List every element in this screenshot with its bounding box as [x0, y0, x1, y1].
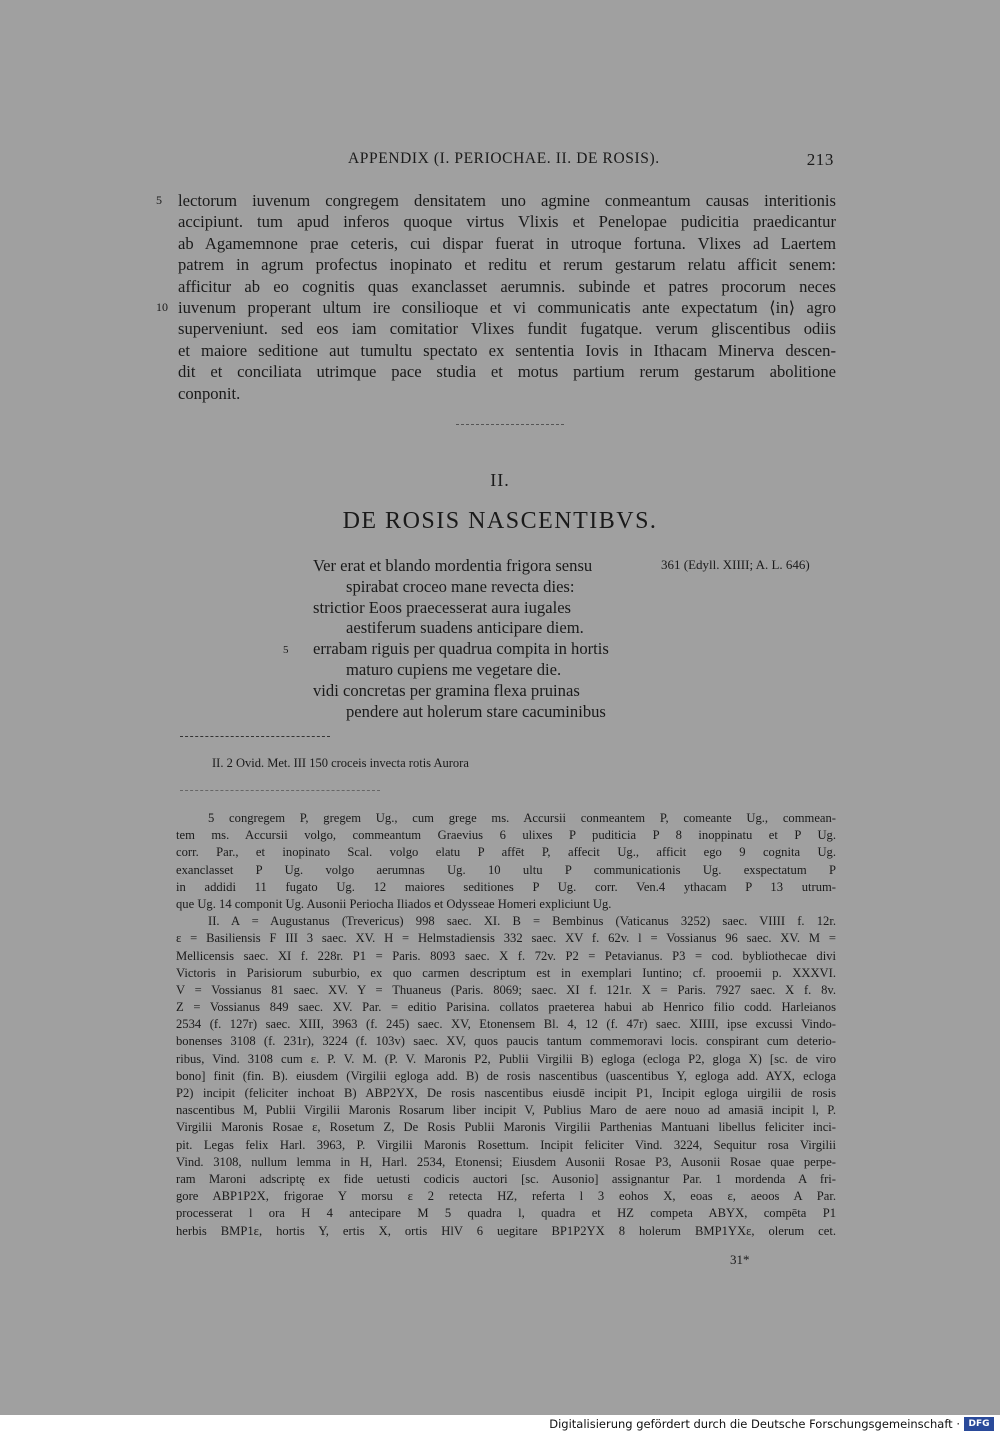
prose-line: [178, 276, 836, 297]
verse-line: [283, 639, 833, 660]
prose-line-text: lectorum iuvenum congregem densitatem uno agmine conmeantum causas interitionis: [178, 191, 836, 210]
prose-line: [178, 233, 836, 254]
line-number: 5: [283, 644, 289, 657]
verse-text: pendere aut holerum stare cacuminibus: [346, 701, 606, 721]
apparatus-line: P2) incipit (feliciter inchoat B) ABP2YX, De rosis nascentibus eiusdē incipit P1, Incipit egloga uirgilii de rosis: [176, 1086, 836, 1100]
verse-text: vidi concretas per gramina flexa pruinas: [313, 680, 580, 700]
prose-line: [178, 340, 836, 361]
prose-line: [156, 190, 836, 211]
verse-text: spirabat croceo mane revecta dies:: [346, 576, 575, 596]
signature-mark: 31*: [730, 1252, 750, 1267]
prose-summary: [156, 190, 836, 404]
apparatus-line: in addidi 11 fugato Ug. 12 maiores seditiones P Ug. corr. Ven.4 ythacam P 13 utrum-: [176, 879, 836, 894]
verse-line: [313, 598, 833, 619]
verse-line: [313, 577, 833, 598]
apparatus-line: processerat l ora H 4 antecipare M 5 quadra l, quadra et HZ competa ABYX, compēta P1: [176, 1206, 836, 1221]
prose-line-text: et maiore seditione aut tumultu spectato ex sententia Iovis in Ithacam Minerva descen-: [178, 340, 836, 360]
verse-line: [313, 556, 833, 577]
verse-line: [313, 702, 833, 723]
poem: [283, 556, 833, 722]
verse-text: maturo cupiens me vegetare die.: [346, 659, 562, 679]
footnote: II. 2 Ovid. Met. III 150 croceis invecta rotis Aurora: [212, 756, 469, 770]
prose-line-text: dit et conciliata utrimque pace studia et motus partium rerum gestarum abolitione: [178, 362, 836, 382]
apparatus-line: ε = Basiliensis F III 3 saec. XV. H = Helmstadiensis 332 saec. XV f. 62v. l = Vossianus 96 saec. XV. M =: [176, 931, 836, 946]
apparatus-line: Mellicensis saec. XI f. 228r. P1 = Paris. 8093 saec. X f. 72v. P2 = Petavianus. P3 = cod. bybliothecae divi: [176, 948, 836, 963]
apparatus-line: 2534 (f. 127r) saec. XIII, 3963 (f. 245) saec. XV, Etonensem Bl. 4, 12 (f. 47r) saec. XIIII, ipse excussi Vindo-: [176, 1017, 836, 1032]
prose-line: [178, 383, 836, 404]
verse-line: [313, 618, 833, 639]
apparatus-line: herbis BMP1ε, hortis Y, ertis X, ortis HlV 6 uegitare BP1P2YX 8 holerum BMP1YXε, olerum cet.: [176, 1223, 836, 1238]
apparatus-line: bono] finit (fin. B). eiusdem (Virgilii egloga add. B) de rosis nascentibus (uascentibus Y, egloga add. AYX, ecloga: [176, 1068, 836, 1083]
apparatus-line: que Ug. 14 componit Ug. Ausonii Periocha Iliados et Odysseae Homeri expliciunt Ug.: [176, 896, 612, 911]
verse-line: [313, 681, 833, 702]
footer-funding-text: Digitalisierung gefördert durch die Deutsche Forschungsgemeinschaft ·: [549, 1417, 960, 1431]
apparatus-line: tem ms. Accursii volgo, commeantum Graevius 6 ulixes P puditicia P 8 inoppinatu et P Ug.: [176, 828, 836, 843]
apparatus-line: Virgilii Maronis Rosae ε, Rosetum Z, De Rosis Publii Maronis Virgilii Parthenias Mantuani libellus feliciter inci-: [176, 1120, 836, 1135]
apparatus-line: ribus, Vind. 3108 cum ε. P. V. M. (P. V. Maronis P2, Publii Virgilii B) egloga (ecloga P2, gloga X) [sc. de viro: [176, 1051, 836, 1066]
verse-text: Ver erat et blando mordentia frigora sensu: [313, 556, 593, 575]
section-divider: [456, 424, 564, 429]
running-head-title: APPENDIX (I. PERIOCHAE. II. DE ROSIS).: [348, 150, 660, 167]
apparatus-line: ram Maroni adscriptę ex fide uetusti codicis auctori [sc. Ausonio] assignantur Par. 1 mordenda A fri-: [176, 1171, 836, 1186]
prose-line: [178, 318, 836, 339]
dfg-logo: DFG: [964, 1417, 994, 1431]
apparatus-line: nascentibus M, Publii Virgilii Maronis Rosarum liber incipit V, Publius Maro de aere nouo ad amasiā incipit l, P.: [176, 1103, 836, 1118]
page-number: 213: [806, 150, 834, 169]
apparatus-line: gore ABP1P2X, frigorae Y morsu ε 2 retecta HZ, referta l 3 eohos X, eoas ε, aeoos A Par.: [176, 1189, 836, 1204]
line-number: 10: [156, 299, 168, 314]
verse-text: strictior Eoos praecesserat aura iugales: [313, 597, 572, 617]
prose-line: [178, 211, 836, 232]
prose-line: [178, 361, 836, 382]
apparatus-line: 5 congregem P, gregem Ug., cum grege ms. Accursii conmeantem P, comeante Ug., commean-: [208, 811, 836, 825]
apparatus-line: II. A = Augustanus (Trevericus) 998 saec. XI. B = Bembinus (Vaticanus 3252) saec. VIIII f. 12r.: [208, 914, 836, 929]
footer-bar: [0, 1415, 1000, 1434]
footnote-rule: [180, 736, 330, 737]
prose-line: [156, 297, 836, 318]
apparatus-line: exanclasset P Ug. volgo aerumnas Ug. 10 ultu P communicationis Ug. exspectatum P: [176, 862, 836, 877]
prose-line-text: accipiunt. tum apud inferos quoque virtus Vlixis et Penelopae pudicitia praedicantur: [178, 212, 836, 232]
critical-apparatus: [176, 810, 836, 1240]
apparatus-line: corr. Par., et inopinato Scal. volgo elatu P affēt P, affecit Ug., afficit ego 9 cognita Ug.: [176, 845, 836, 860]
verse-text: errabam riguis per quadrua compita in hortis: [313, 639, 609, 659]
prose-line-text: patrem in agrum profectus inopinato et reditu et rerum gestarum relatu afficit senem:: [178, 255, 836, 275]
apparatus-line: Victoris in Parisiorum suburbio, ex quo carmen descriptum est in exemplari Iuntino; cf. prooemii p. XXXVI.: [176, 965, 836, 980]
verse-line: [313, 660, 833, 681]
prose-line-text: afficitur ab eo cognitis quas exanclasset aerumnis. subinde et patres procorum neces: [178, 276, 836, 296]
apparatus-line: Z = Vossianus 849 saec. XV. Par. = editio Parisina. collatos praeterea habui ab Henrico filio codd. Harleianos: [176, 1000, 836, 1015]
prose-line-text: iuvenum properant ultum ire consilioque et vi communicatis ante expectatum ⟨in⟩ agro: [178, 297, 836, 317]
section-title: DE ROSIS NASCENTIBVS.: [342, 508, 658, 534]
apparatus-line: V = Vossianus 81 saec. XV. Y = Thuaneus (Paris. 8069; saec. XI f. 121r. X = Paris. 7927 saec. X f. 8v.: [176, 982, 836, 997]
line-number: 5: [156, 193, 162, 207]
section-number: II.: [490, 470, 510, 490]
poem-reference: 361 (Edyll. XIIII; A. L. 646): [661, 557, 810, 572]
prose-line-text: ab Agamemnone prae ceteris, cui dispar fuerat in utroque fortuna. Vlixes ad Laertem: [178, 233, 836, 253]
apparatus-line: bonenses 3108 (f. 231r), 3224 (f. 103v) saec. XV, quos paucis tantum commemoravi locis. conspirant cum deterio-: [176, 1034, 836, 1049]
prose-line-text: superveniunt. sed eos iam comitatior Vlixes fundit fugatque. verum gliscentibus odiis: [178, 319, 836, 339]
running-head: [178, 150, 838, 172]
prose-line: [178, 254, 836, 275]
verse-text: aestiferum suadens anticipare diem.: [346, 618, 584, 638]
prose-line-text: conponit.: [178, 383, 241, 403]
apparatus-rule: [180, 790, 380, 791]
apparatus-line: pit. Legas felix Harl. 3963, P. Virgilii Maronis Rosettum. Incipit feliciter Vind. 3224, Sequitur rosa Virgilii: [176, 1137, 836, 1152]
apparatus-line: Vind. 3108, nullum lemma in H, Harl. 2534, Etonensi; Eiusdem Ausonii Rosae P3, Ausonii Rosae quae perpe-: [176, 1154, 836, 1169]
